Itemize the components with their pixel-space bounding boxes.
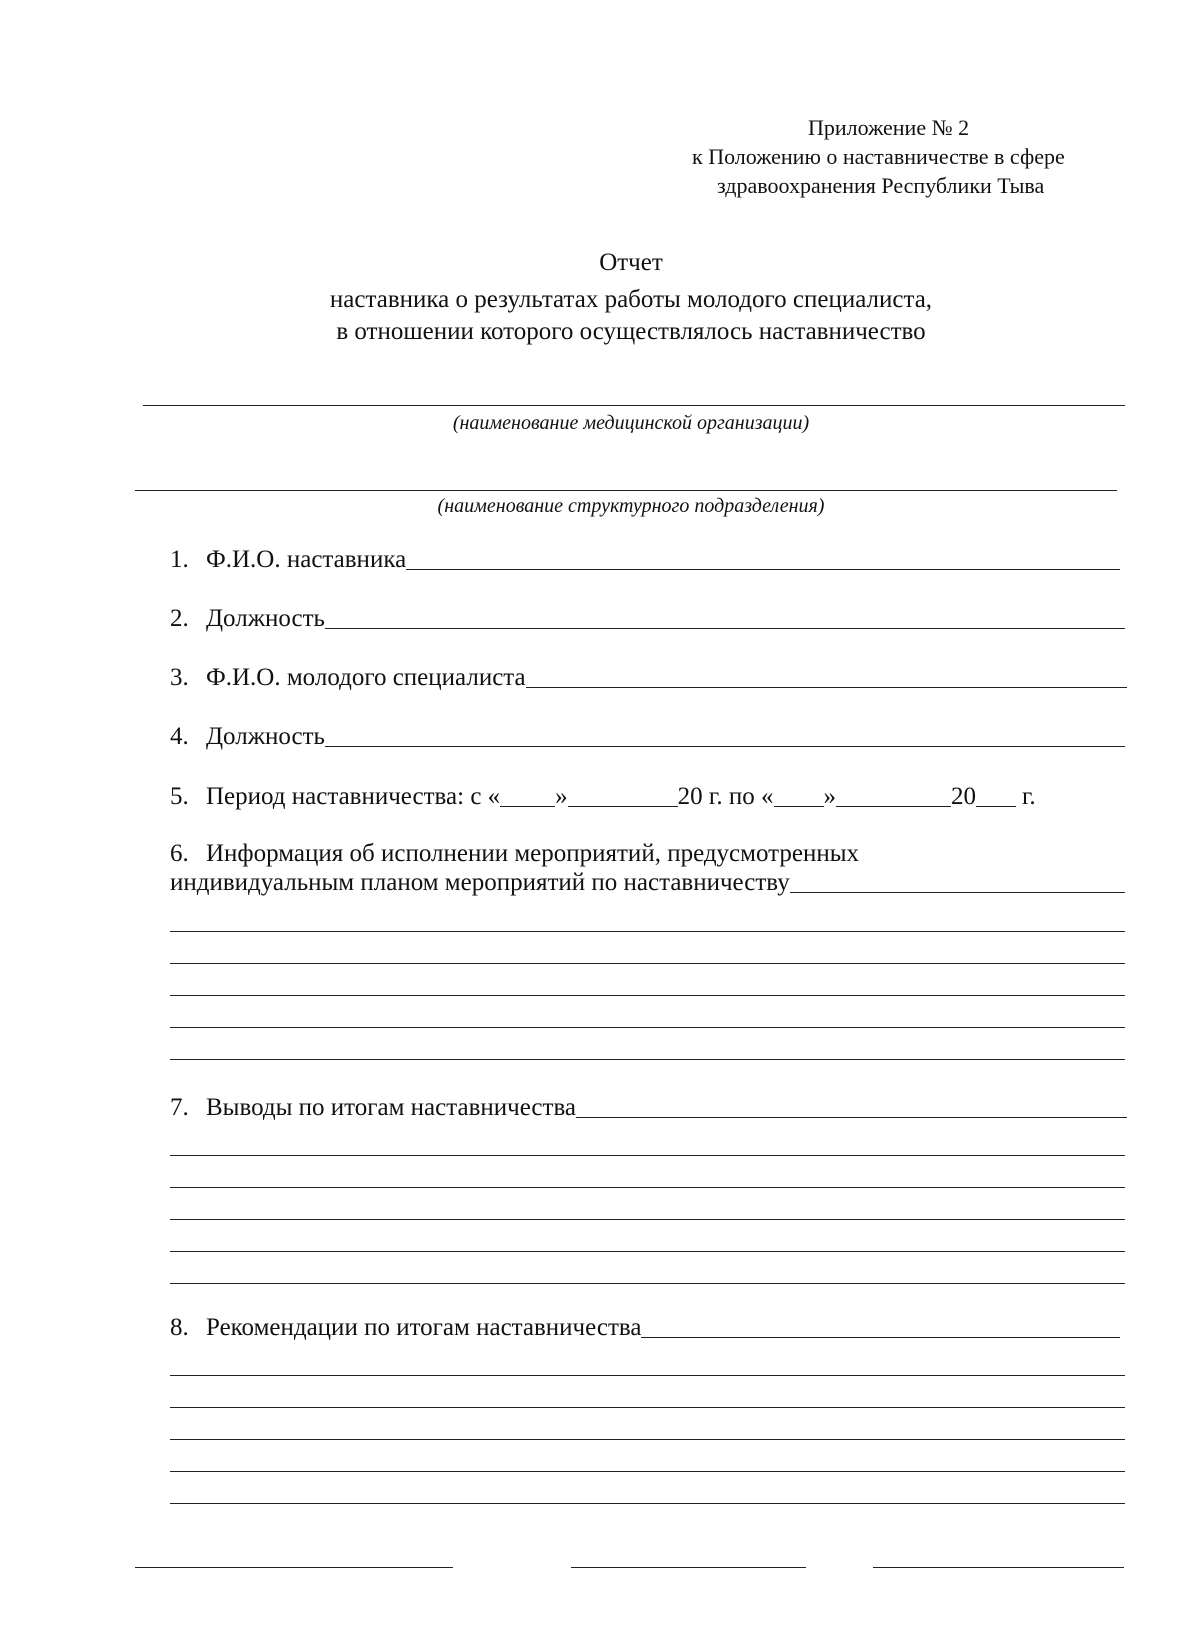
specialist-position-field[interactable] (325, 745, 1125, 747)
recommendations-field-line[interactable] (170, 1375, 1125, 1376)
appendix-region: здравоохранения Республики Тыва (717, 173, 1045, 198)
mentor-position-field[interactable] (325, 627, 1125, 629)
item-activities-line2 (170, 868, 1125, 898)
activities-field-line[interactable] (170, 995, 1125, 996)
organization-field[interactable] (143, 405, 1125, 406)
conclusions-field-line[interactable] (170, 1283, 1125, 1284)
activities-field-first[interactable] (790, 891, 1125, 893)
item-period: 5. Период наставничества: с « » 20 г. по « » 20 г. (170, 783, 1036, 810)
conclusions-field-first[interactable] (576, 1116, 1127, 1118)
specialist-position-label: Должность (206, 723, 325, 750)
mentor-name-label: Ф.И.О. наставника (206, 546, 407, 573)
conclusions-field-line[interactable] (170, 1251, 1125, 1252)
item-specialist-position: 4. Должность (170, 722, 1125, 752)
conclusions-field-line[interactable] (170, 1219, 1125, 1220)
signature-field[interactable] (571, 1567, 806, 1568)
department-caption: (наименование структурного подразделения) (437, 495, 825, 517)
recommendations-field-line[interactable] (170, 1471, 1125, 1472)
item-conclusions: 7. Выводы по итогам наставничества (170, 1093, 1127, 1123)
specialist-name-label: Ф.И.О. молодого специалиста (206, 664, 526, 691)
department-field[interactable] (135, 490, 1117, 491)
recommendations-field-line[interactable] (170, 1503, 1125, 1504)
activities-field-line[interactable] (170, 1059, 1125, 1060)
activities-label-line2: индивидуальным планом мероприятий по наставничеству (170, 869, 790, 896)
period-start-year-label: 20 г. по « (677, 783, 774, 810)
recommendations-label: Рекомендации по итогам наставничества (206, 1314, 642, 1341)
specialist-name-field[interactable] (526, 686, 1127, 688)
conclusions-label: Выводы по итогам наставничества (206, 1094, 577, 1121)
item-mentor-name: 1. Ф.И.О. наставника (170, 545, 1120, 575)
period-start-day-field[interactable] (500, 805, 555, 807)
period-end-year-field[interactable] (976, 805, 1016, 807)
conclusions-field-line[interactable] (170, 1187, 1125, 1188)
period-end-day-field[interactable] (774, 805, 824, 807)
item-mentor-position: 2. Должность (170, 604, 1125, 634)
signature-position-field[interactable] (135, 1567, 453, 1568)
period-start-month-field[interactable] (568, 805, 678, 807)
recommendations-field-line[interactable] (170, 1407, 1125, 1408)
period-end-month-field[interactable] (836, 805, 951, 807)
appendix-reference: к Положению о наставничестве в сфере (692, 144, 1065, 169)
activities-field-line[interactable] (170, 1027, 1125, 1028)
report-subtitle-line2: в отношении которого осуществлялось наставничество (336, 318, 926, 345)
report-subtitle-line1: наставника о результатах работы молодого специалиста, (329, 286, 933, 313)
organization-caption: (наименование медицинской организации) (452, 412, 810, 434)
activities-label-line1: Информация об исполнении мероприятий, предусмотренных (206, 840, 860, 867)
item-activities-line1: 6. Информация об исполнении мероприятий, предусмотренных (170, 840, 860, 867)
recommendations-field-line[interactable] (170, 1439, 1125, 1440)
report-title: Отчет (599, 249, 663, 276)
signature-name-field[interactable] (873, 1567, 1124, 1568)
item-specialist-name: 3. Ф.И.О. молодого специалиста (170, 663, 1127, 693)
activities-field-line[interactable] (170, 931, 1125, 932)
conclusions-field-line[interactable] (170, 1155, 1125, 1156)
mentor-position-label: Должность (206, 605, 325, 632)
period-end-year-label: 20 (951, 783, 976, 810)
period-label: Период наставничества: с « (206, 783, 501, 810)
mentor-name-field[interactable] (406, 568, 1120, 570)
recommendations-field-first[interactable] (641, 1336, 1120, 1338)
activities-field-line[interactable] (170, 963, 1125, 964)
appendix-number: Приложение № 2 (808, 115, 970, 140)
item-recommendations: 8. Рекомендации по итогам наставничества (170, 1313, 1120, 1343)
